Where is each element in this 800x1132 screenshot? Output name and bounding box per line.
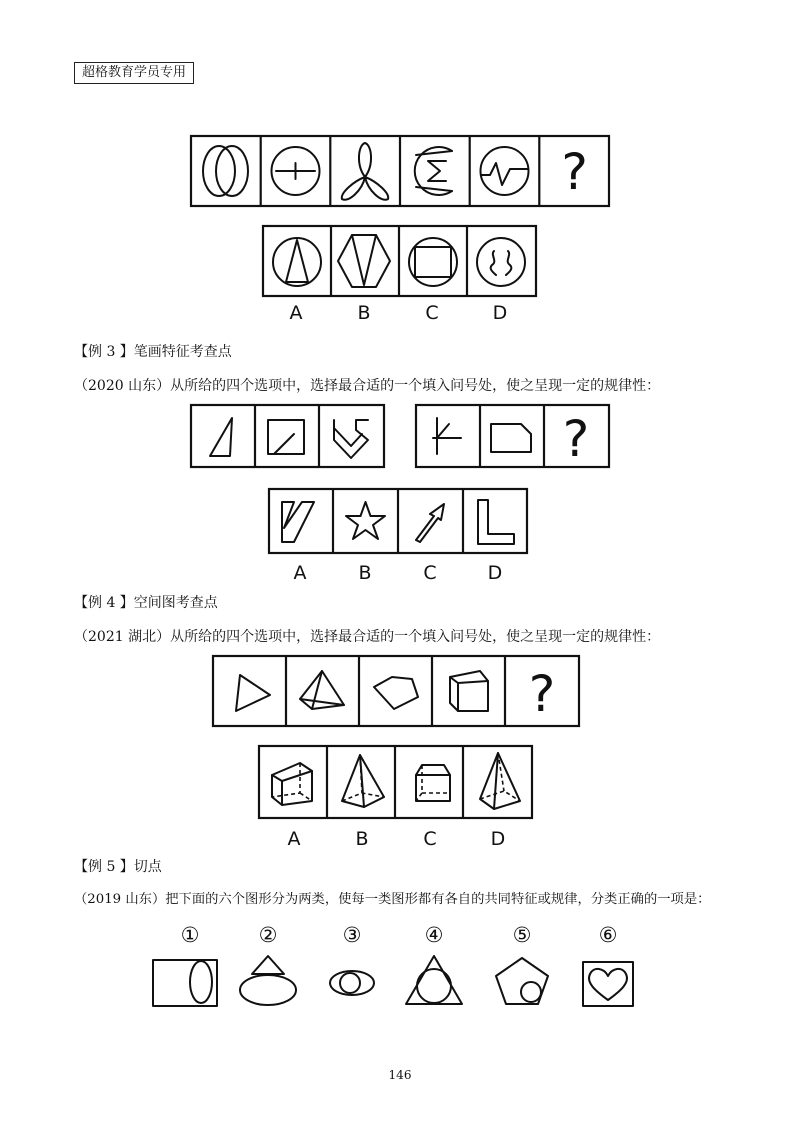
option-c-arrow xyxy=(416,504,444,542)
option-label-b: B xyxy=(357,302,371,324)
figure-two-ovals xyxy=(203,146,248,196)
option-d-tall-pyramid xyxy=(480,753,520,809)
puzzle2-question-row-left xyxy=(190,404,385,468)
option-b-star xyxy=(346,502,385,539)
shape-1-rectangle-ellipse xyxy=(153,960,217,1006)
option-label-c: C xyxy=(425,302,439,324)
figure-circle-cross xyxy=(272,147,320,195)
option-label-a: A xyxy=(287,828,301,850)
question-mark: ? xyxy=(561,143,588,201)
shape-4-triangle-circle xyxy=(406,956,462,1004)
option-label-c: C xyxy=(423,562,437,584)
option-label-b: B xyxy=(355,828,369,850)
question-mark: ? xyxy=(528,665,556,723)
option-label-d: D xyxy=(487,562,503,584)
figure-chevron-shield xyxy=(334,420,368,458)
option-b-hexagon xyxy=(338,235,390,287)
page-number: 146 xyxy=(388,1068,412,1082)
option-a-wedge-prism xyxy=(272,763,312,805)
puzzle1-question-row xyxy=(190,135,610,207)
option-c-frustum xyxy=(416,765,450,801)
figure-pyramid xyxy=(300,671,344,709)
option-d-circle-marks xyxy=(477,238,525,286)
example3-title: 【例 3 】笔画特征考查点 xyxy=(74,344,232,360)
option-label-a: A xyxy=(293,562,307,584)
figure-flat-triangle xyxy=(236,675,270,711)
shape-3-ellipse-circle xyxy=(330,971,374,995)
example5-title: 【例 5 】切点 xyxy=(74,859,162,875)
figure-number-6: ⑥ xyxy=(598,923,618,947)
puzzle3-options-row xyxy=(258,745,533,819)
shape-6-square-heart xyxy=(583,962,633,1006)
example4-prompt: （2021 湖北）从所给的四个选项中，选择最合适的一个填入问号处，使之呈现一定的规律性： xyxy=(74,629,661,645)
figure-thin-triangle xyxy=(210,418,232,456)
option-a-slanted-strokes xyxy=(282,502,314,542)
figure-number-2: ② xyxy=(258,923,278,947)
figure-number-4: ④ xyxy=(424,923,444,947)
example3-prompt: （2020 山东）从所给的四个选项中，选择最合适的一个填入问号处，使之呈现一定的规律性： xyxy=(74,378,661,394)
figure-prism xyxy=(450,671,488,711)
option-d-l-shape xyxy=(478,500,514,544)
figure-angle-lines xyxy=(433,418,461,454)
question-mark: ? xyxy=(562,410,590,468)
option-a-circle-triangle xyxy=(273,238,321,286)
figure-number-1: ① xyxy=(180,923,200,947)
figure-three-leaves xyxy=(342,143,388,200)
option-label-d: D xyxy=(492,302,508,324)
option-label-a: A xyxy=(289,302,303,324)
puzzle2-options-row xyxy=(268,488,528,554)
figure-cut-rectangle xyxy=(491,424,531,452)
option-b-pyramid xyxy=(342,755,384,807)
option-label-c: C xyxy=(423,828,437,850)
puzzle2-question-row-right xyxy=(415,404,610,468)
option-label-b: B xyxy=(358,562,372,584)
option-label-d: D xyxy=(490,828,506,850)
shape-5-pentagon-circle xyxy=(496,958,548,1004)
course-stamp: 超格教育学员专用 xyxy=(74,62,194,84)
figure-number-3: ③ xyxy=(342,923,362,947)
option-c-circle-square xyxy=(409,238,457,286)
puzzle4-figures xyxy=(150,920,650,1012)
figure-number-5: ⑤ xyxy=(512,923,532,947)
figure-pentagon xyxy=(374,677,418,709)
puzzle3-question-row xyxy=(212,655,580,727)
example5-prompt: （2019 山东）把下面的六个图形分为两类，使每一类图形都有各自的共同特征或规律，分类正确的一项是： xyxy=(74,892,711,907)
figure-circle-zigzag xyxy=(481,147,529,195)
puzzle1-options-row xyxy=(262,225,537,297)
figure-square-diagonal xyxy=(268,420,304,454)
example4-title: 【例 4 】空间图考查点 xyxy=(74,595,218,611)
shape-2-triangle-ellipse xyxy=(240,956,296,1005)
figure-circle-sigma xyxy=(415,147,452,195)
